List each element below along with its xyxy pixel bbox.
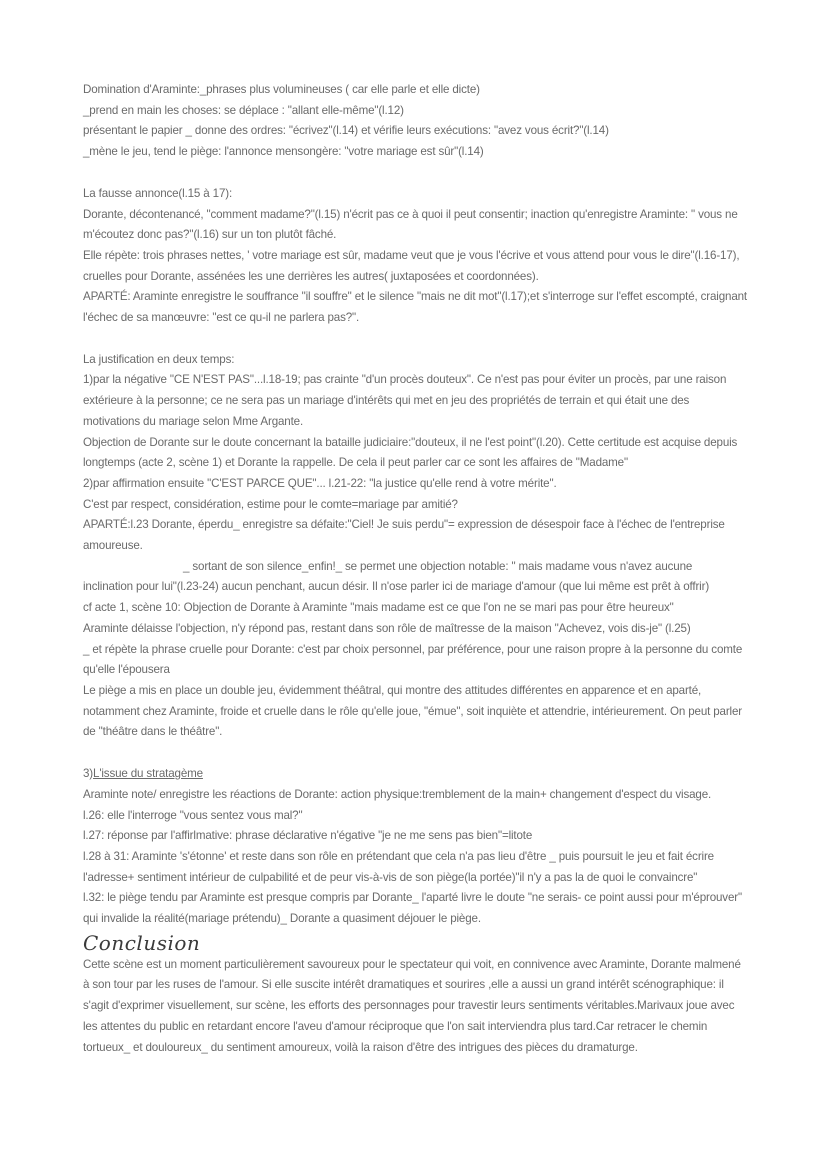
paragraph-line: inclination pour lui"(l.23-24) aucun penchant, aucun désir. Il n'ose parler ici de mariage d'amour (que lui même est prêt à offrir) (83, 580, 710, 594)
paragraph: 2)par affirmation ensuite "C'EST PARCE QUE"... l.21-22: "la justice qu'elle rend à votre mérite". (83, 476, 557, 490)
paragraph: l.27: réponse par l'affirlmative: phrase déclarative n'égative "je ne me sens pas bien"=litote (83, 829, 533, 843)
paragraph-line: Domination d'Araminte:_phrases plus volumineuses ( car elle parle et elle dicte) (83, 83, 480, 96)
heading-title: L'issue du stratagème (93, 767, 203, 781)
paragraph-line: _mène le jeu, tend le piège: l'annonce mensongère: "votre mariage est sûr"(l.14) (83, 145, 484, 159)
paragraph-line: _ sortant de son silence_enfin!_ se permet une objection notable: " mais madame vous n'avez aucune (183, 559, 693, 573)
spacer (83, 743, 748, 764)
paragraph-line: Araminte délaisse l'objection, n'y répond pas, restant dans son rôle de maîtresse de la maison "Achevez, vois dis-je" (l.25) (83, 621, 691, 635)
document-page (83, 80, 748, 1058)
paragraph-line: cf acte 1, scène 10: Objection de Dorante à Araminte "mais madame est ce que l'on ne se mari pas pour être heureux" (83, 601, 674, 615)
spacer (83, 329, 748, 350)
section-heading: La justification en deux temps: (83, 352, 235, 366)
section-domination (83, 80, 748, 163)
section-heading: La fausse annonce(l.15 à 17): (83, 186, 233, 200)
paragraph: Objection de Dorante sur le doute concernant la bataille judiciaire:"douteux, il ne l'est point"(l.20). Cette certitude est acquise depuis longtemps (acte 2, scène 1) et Dorante la rappelle. De cela il peut parler car ce sont les affaires de "Madame" (83, 435, 738, 470)
heading-number: 3) (83, 767, 94, 781)
section-heading (83, 764, 748, 785)
paragraph: Araminte note/ enregistre les réactions de Dorante: action physique:tremblement de la main+ changement d'espect du visage. (83, 787, 712, 801)
paragraph: l.28 à 31: Araminte 's'étonne' et reste dans son rôle en prétendant que cela n'a pas lieu d'être _ puis poursuit le jeu et fait écrire l'adresse+ sentiment intérieur de culpabilité et de peur vis-à-vis de son piège(la portée)"il n'y a pas la de quoi le convaincre" (83, 849, 714, 884)
paragraph-line: présentant le papier _ donne des ordres: "écrivez"(l.14) et vérifie leurs exécutions: "avez vous écrit?"(l.14) (83, 124, 609, 138)
conclusion-heading: Conclusion (83, 930, 201, 955)
paragraph: APARTÉ:l.23 Dorante, éperdu_ enregistre sa défaite:"Ciel! Je suis perdu"= expression de désespoir face à l'échec de l'entreprise amoureuse. (83, 518, 725, 553)
paragraph: l.32: le piège tendu par Araminte est presque compris par Dorante_ l'aparté livre le doute "ne serais- ce point aussi pour m'éprouver" qui invalide la réalité(mariage prétendu)_ Dorante a quasiment déjouer le piège. (83, 891, 742, 926)
paragraph: C'est par respect, considération, estime pour le comte=mariage par amitié? (83, 497, 458, 511)
paragraph: _ et répète la phrase cruelle pour Dorante: c'est par choix personnel, par préférence, pour une raison propre à la personne du comte qu'elle l'épousera (83, 642, 743, 677)
paragraph: Le piège a mis en place un double jeu, évidemment théâtral, qui montre des attitudes différentes en apparence et en aparté, notamment chez Araminte, froide et cruelle dans le rôle qu'elle joue, "émue", soit inquiète et attendrie, intérieurement. On peut parler de "théâtre dans le théâtre". (83, 683, 742, 739)
spacer (83, 163, 748, 184)
section-fausse-annonce (83, 184, 748, 329)
paragraph: l.26: elle l'interroge "vous sentez vous mal?" (83, 808, 303, 822)
conclusion-paragraph: Cette scène est un moment particulièrement savoureux pour le spectateur qui voit, en connivence avec Araminte, Dorante malmené à son tour par les ruses de l'amour. Si elle suscite intérêt dramatiques et sourires ,elle a aussi un grand intérêt scénographique: il s'agit d'exprimer visuellement, sur scène, les efforts des personnages pour travestir leurs sentiments véritables.Marivaux joue avec les attentes du public en retardant encore l'aveu d'amour réciproque que l'on sait interviendra plus tard.Car retracer le chemin tortueux_ et douloureux_ du sentiment amoureux, voilà la raison d'être des intrigues des pièces du dramaturge. (83, 957, 741, 1054)
section-justification (83, 350, 748, 743)
paragraph: Dorante, décontenancé, "comment madame?"(l.15) n'écrit pas ce à quoi il peut consentir; inaction qu'enregistre Araminte: " vous ne m'écoutez donc pas?"(l.16) sur un ton plutôt fâché. (83, 207, 738, 242)
paragraph: Elle répète: trois phrases nettes, ' votre mariage est sûr, madame veut que je vous l'écrive et vous attend pour vous le dire"(l.16-17), cruelles pour Dorante, assénées les une derrières les autres( juxtaposées et coordonnées). (83, 248, 740, 283)
section-issue (83, 764, 748, 930)
paragraph: APARTÉ: Araminte enregistre le souffrance "il souffre" et le silence "mais ne dit mot"(l.17);et s'interroge sur l'effet escompté, craignant l'échec de sa manœuvre: "est ce qu-il ne parlera pas?". (83, 290, 747, 325)
paragraph-line: _prend en main les choses: se déplace : "allant elle-même"(l.12) (83, 103, 404, 117)
paragraph: 1)par la négative "CE N'EST PAS"...l.18-19; pas crainte "d'un procès douteux". Ce n'est pas pour éviter un procès, par une raison extérieure à la personne; ce ne sera pas un mariage d'intérêts qui met en jeu des propriétés de terrain et qui était une des motivations du mariage selon Mme Argante. (83, 373, 727, 428)
